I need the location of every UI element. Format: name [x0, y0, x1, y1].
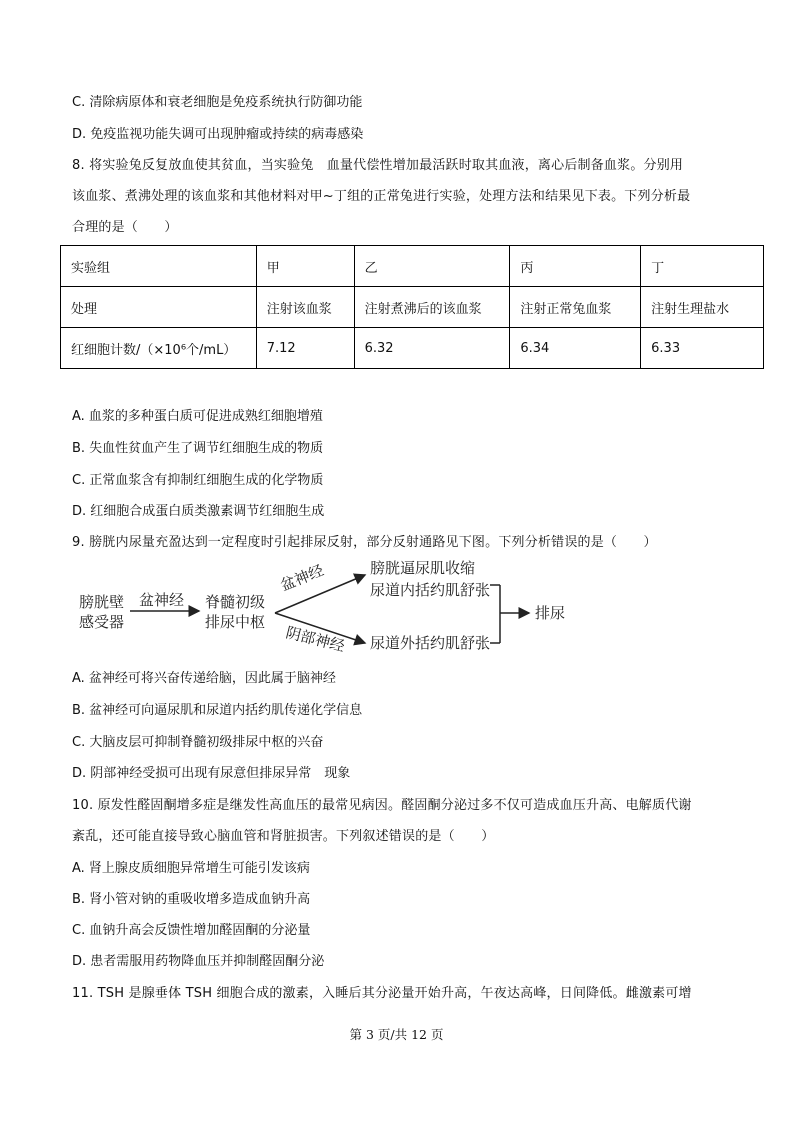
question-9-stem: 9. 膀胱内尿量充盈达到一定程度时引起排尿反射，部分反射通路见下图。下列分析错误的是（ ） — [72, 535, 657, 550]
upper-effect-line2: 尿道内括约肌舒张 — [370, 581, 491, 599]
table-cell: 7.12 — [256, 328, 354, 369]
option-d-q10: D. 患者需服用药物降血压并抑制醛固酮分泌 — [72, 954, 325, 969]
option-d-q7: D. 免疫监视功能失调可出现肿瘤或持续的病毒感染 — [72, 127, 364, 142]
table-cell: 红细胞计数/（×10⁶个/mL） — [61, 328, 257, 369]
option-a-q9: A. 盆神经可将兴奋传递给脑，因此属于脑神经 — [72, 671, 336, 686]
pelvic-nerve-label: 盆神经 — [139, 591, 185, 609]
table-cell: 注射该血浆 — [256, 287, 354, 328]
table-cell: 6.34 — [510, 328, 641, 369]
table-cell: 丁 — [641, 246, 764, 287]
option-b-q8: B. 失血性贫血产生了调节红细胞生成的物质 — [72, 441, 324, 456]
option-c-q8: C. 正常血浆含有抑制红细胞生成的化学物质 — [72, 473, 324, 488]
table-cell: 注射煮沸后的该血浆 — [354, 287, 510, 328]
question-8-stem-line3: 合理的是（ ） — [72, 220, 178, 235]
question-8-stem-line2: 该血浆、煮沸处理的该血浆和其他材料对甲~丁组的正常兔进行实验，处理方法和结果见下表。下列分析最 — [72, 189, 691, 204]
question-11-stem: 11. TSH 是腺垂体 TSH 细胞合成的激素，入睡后其分泌量开始升高，午夜达高峰，日间降低。雌激素可增 — [72, 986, 692, 1001]
result-label: 排尿 — [535, 604, 566, 622]
table-row — [61, 287, 764, 328]
option-c-q10: C. 血钠升高会反馈性增加醛固酮的分泌量 — [72, 923, 311, 938]
lower-branch-nerve-label: 阴部神经 — [284, 623, 347, 656]
question-10-stem-line1: 10. 原发性醛固酮增多症是继发性高血压的最常见病因。醛固酮分泌过多不仅可造成血压升高、电解质代谢 — [72, 798, 692, 813]
center-label-line2: 排尿中枢 — [205, 613, 266, 631]
table-cell: 实验组 — [61, 246, 257, 287]
table-cell: 注射生理盐水 — [641, 287, 764, 328]
table-cell: 6.32 — [354, 328, 510, 369]
lower-effect-label: 尿道外括约肌舒张 — [370, 634, 491, 652]
experiment-table — [60, 245, 764, 369]
upper-branch-nerve-label: 盆神经 — [277, 561, 327, 595]
option-a-q8: A. 血浆的多种蛋白质可促进成熟红细胞增殖 — [72, 409, 323, 424]
receptor-label-line1: 膀胱壁 — [79, 593, 125, 611]
table-cell: 6.33 — [641, 328, 764, 369]
table-cell: 处理 — [61, 287, 257, 328]
option-d-q9: D. 阴部神经受损可出现有尿意但排尿异常 现象 — [72, 766, 351, 781]
upper-effect-line1: 膀胱逼尿肌收缩 — [370, 559, 476, 577]
table-cell: 注射正常兔血浆 — [510, 287, 641, 328]
table-row — [61, 328, 764, 369]
table-cell: 丙 — [510, 246, 641, 287]
center-label-line1: 脊髓初级 — [205, 593, 266, 611]
option-a-q10: A. 肾上腺皮质细胞异常增生可能引发该病 — [72, 861, 310, 876]
option-c-q7: C. 清除病原体和衰老细胞是免疫系统执行防御功能 — [72, 95, 363, 110]
receptor-label-line2: 感受器 — [79, 613, 125, 631]
option-c-q9: C. 大脑皮层可抑制脊髓初级排尿中枢的兴奋 — [72, 735, 324, 750]
option-d-q8: D. 红细胞合成蛋白质类激素调节红细胞生成 — [72, 504, 325, 519]
question-10-stem-line2: 紊乱，还可能直接导致心脑血管和肾脏损害。下列叙述错误的是（ ） — [72, 829, 495, 844]
table-cell: 乙 — [354, 246, 510, 287]
option-b-q10: B. 肾小管对钠的重吸收增多造成血钠升高 — [72, 892, 311, 907]
table-row — [61, 246, 764, 287]
page-footer: 第 3 页/共 12 页 — [349, 1027, 444, 1042]
table-cell: 甲 — [256, 246, 354, 287]
option-b-q9: B. 盆神经可向逼尿肌和尿道内括约肌传递化学信息 — [72, 703, 363, 718]
question-8-stem-line1: 8. 将实验兔反复放血使其贫血，当实验兔 血量代偿性增加最活跃时取其血液，离心后制备血浆。分别用 — [72, 158, 684, 173]
reflex-pathway-diagram — [75, 555, 595, 665]
